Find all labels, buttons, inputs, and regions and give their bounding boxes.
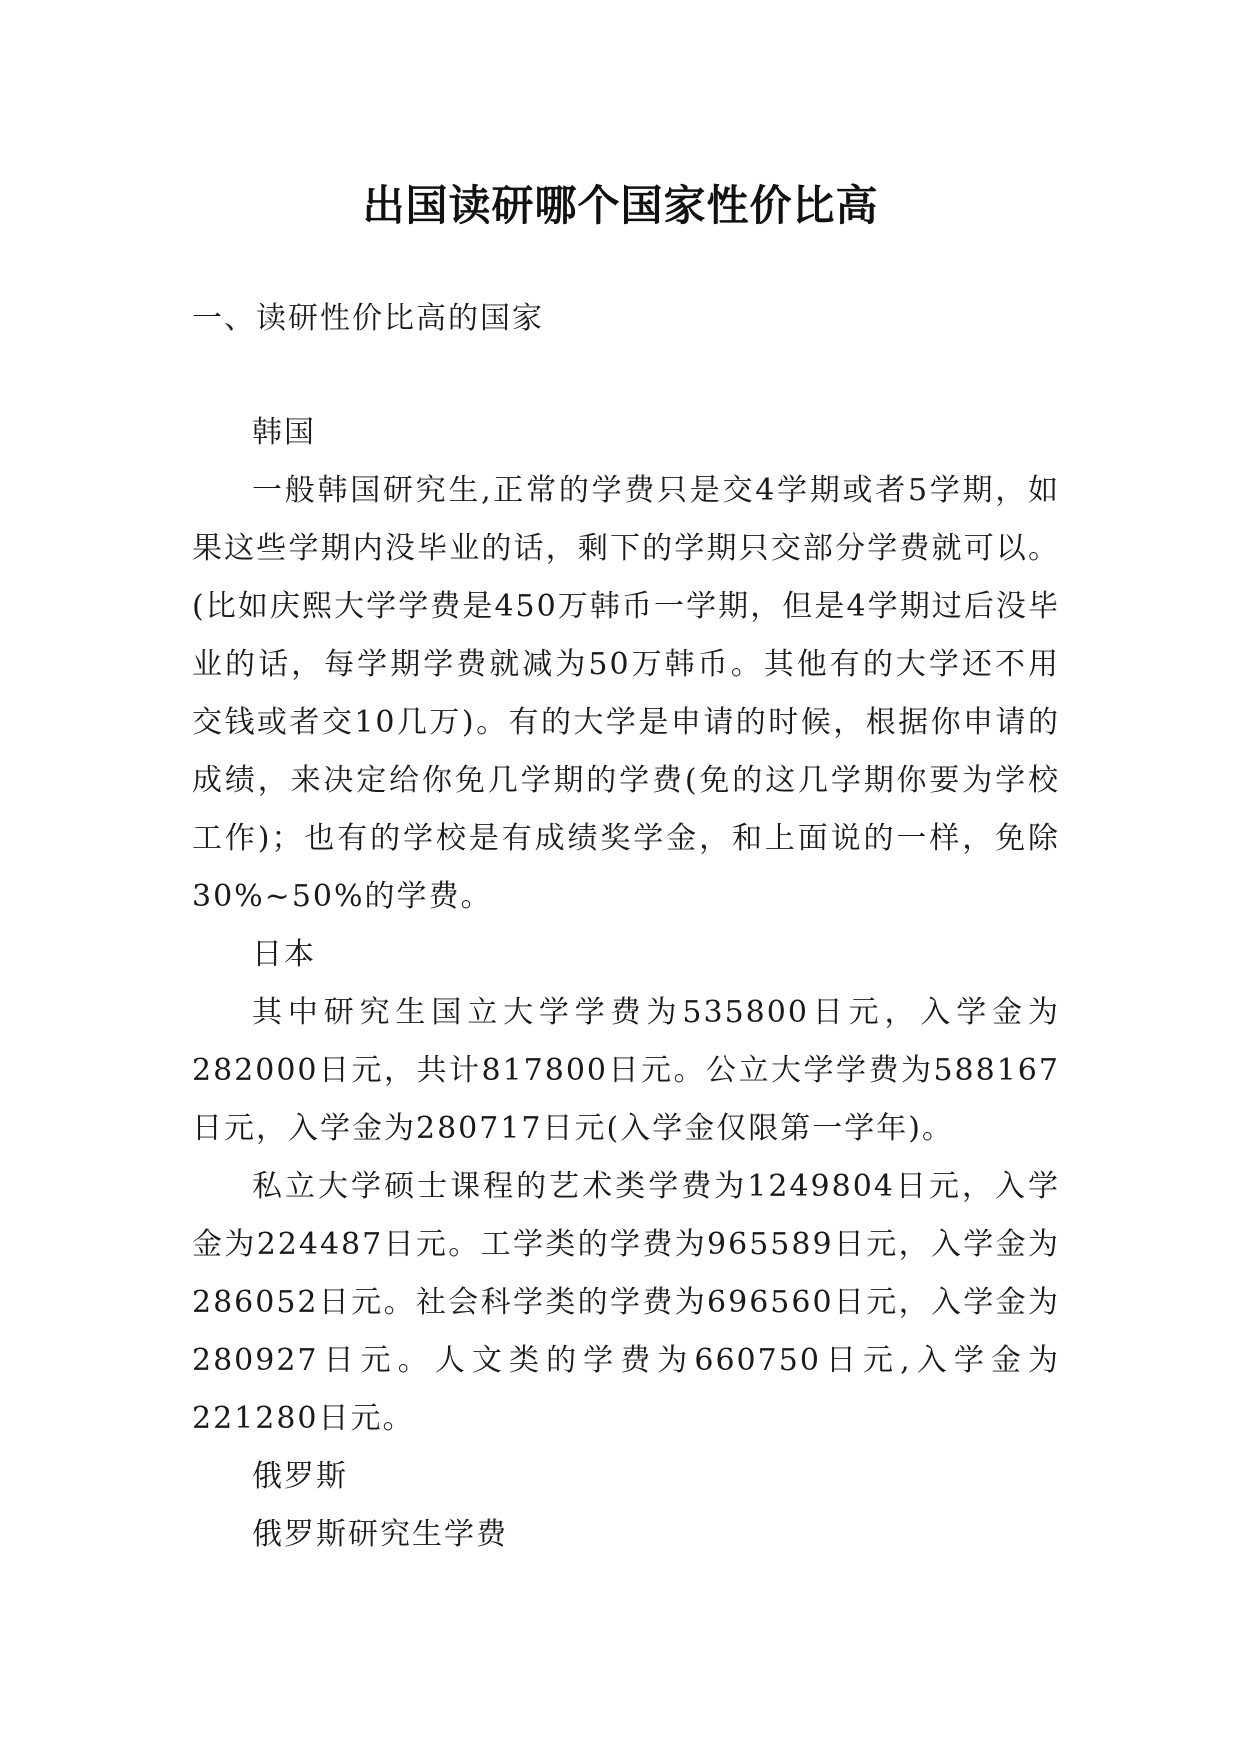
- document-body: [192, 290, 1060, 1564]
- russia-subheading: 俄罗斯研究生学费: [252, 1517, 508, 1552]
- section-heading: 一、读研性价比高的国家: [192, 301, 544, 336]
- japan-paragraph-national: 其中研究生国立大学学费为535800日元，入学金为282000日元，共计817800日元。公立大学学费为588167日元，入学金为280717日元(入学金仅限第一学年)。: [192, 995, 1060, 1146]
- document-title: 出国读研哪个国家性价比高: [362, 181, 879, 231]
- russia-heading: 俄罗斯: [252, 1459, 348, 1494]
- japan-paragraph-private: 私立大学硕士课程的艺术类学费为1249804日元，入学金为224487日元。工学类的学费为965589日元，入学金为286052日元。社会科学类的学费为696560日元，入学金为280927日元。人文类的学费为660750日元,入学金为221280日元。: [192, 1169, 1060, 1436]
- korea-paragraph: 一般韩国研究生,正常的学费只是交4学期或者5学期，如果这些学期内没毕业的话，剩下的学期只交部分学费就可以。(比如庆熙大学学费是450万韩币一学期，但是4学期过后没毕业的话，每学期学费就减为50万韩币。其他有的大学还不用交钱或者交10几万)。有的大学是申请的时候，根据你申请的成绩，来决定给你免几学期的学费(免的这几学期你要为学校工作)；也有的学校是有成绩奖学金，和上面说的一样，免除30%~50%的学费。: [192, 473, 1060, 914]
- korea-heading: 韩国: [252, 415, 316, 450]
- japan-heading: 日本: [252, 937, 316, 972]
